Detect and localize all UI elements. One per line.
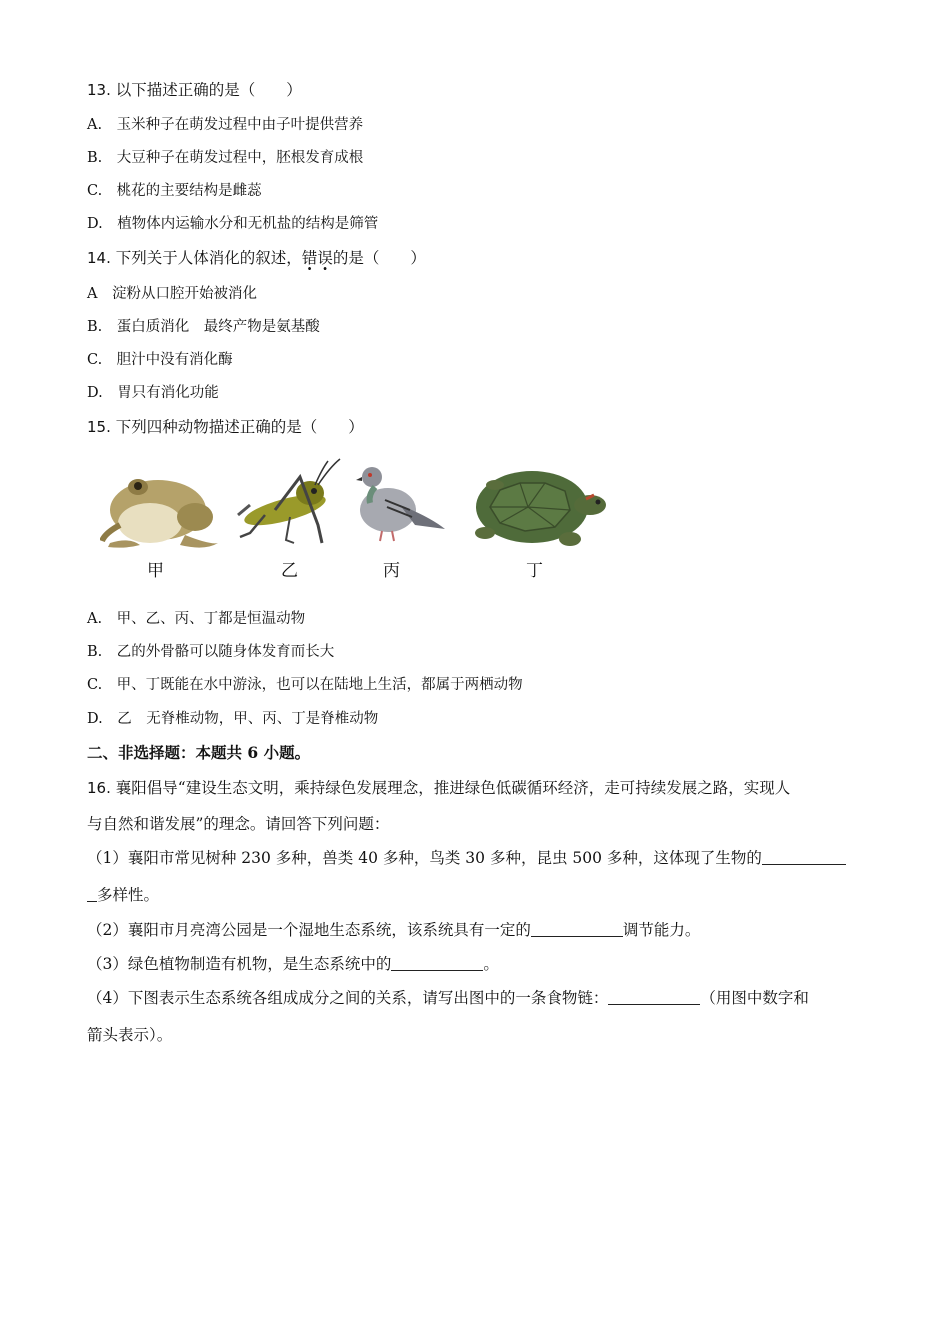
answer-blank-2[interactable] (531, 920, 623, 937)
frog-image (102, 479, 218, 548)
q15-option-b: B. 乙的外骨骼可以随身体发育而长大 (87, 644, 335, 660)
q13-stem (87, 80, 302, 100)
q16-stem-line1 (87, 778, 790, 798)
q14-emphasis-1: 错 (301, 249, 318, 267)
q15-option-d: D. 乙 无脊椎动物，甲、丙、丁是脊椎动物 (87, 711, 379, 727)
pigeon-image (356, 467, 445, 541)
caption-ding: 丁 (526, 561, 543, 581)
q13-option-d: D. 植物体内运输水分和无机盐的结构是筛管 (87, 216, 379, 232)
q16-part2-text: （2）襄阳市月亮湾公园是一个湿地生态系统，该系统具有一定的 (87, 921, 531, 939)
q16-number: 16. (87, 779, 111, 797)
q16-part4-cont: 箭头表示）。 (87, 1026, 173, 1044)
q14-text-before: 下列关于人体消化的叙述， (115, 249, 302, 267)
q16-part3 (87, 954, 499, 974)
q16-part4-end: （用图中数字和 (700, 989, 809, 1007)
q16-part3-text: （3）绿色植物制造有机物，是生态系统中的 (87, 955, 392, 973)
answer-blank-3[interactable] (391, 954, 483, 971)
q16-stem-line2: 与自然和谐发展”的理念。请回答下列问题： (87, 815, 390, 833)
q16-part1-cont (87, 885, 159, 905)
q15-stem (87, 417, 364, 437)
q15-option-a: A. 甲、乙、丙、丁都是恒温动物 (87, 611, 306, 627)
q16-text-1: 襄阳倡导“建设生态文明，乘持绿色发展理念，推进绿色低碳循环经济，走可持续发展之路，实现人 (115, 779, 791, 797)
q14-option-d: D. 胃只有消化功能 (87, 385, 219, 401)
caption-yi: 乙 (281, 561, 298, 581)
q14-option-b: B. 蛋白质消化 最终产物是氨基酸 (87, 319, 320, 335)
answer-blank-4[interactable] (608, 988, 700, 1005)
q14-option-a: A 淀粉从口腔开始被消化 (87, 286, 257, 302)
q15-number: 15. (87, 418, 111, 436)
caption-jia: 甲 (147, 561, 164, 581)
q16-part1-text: （1）襄阳市常见树种 230 多种，兽类 40 多种，鸟类 30 多种，昆虫 500 多种，这体现了生物的 (87, 849, 762, 867)
q14-emphasis-2: 误 (317, 249, 333, 267)
q14-option-c: C. 胆汁中没有消化酶 (87, 352, 233, 368)
turtle-image (475, 471, 606, 546)
q16-part2 (87, 920, 700, 940)
q13-option-c: C. 桃花的主要结构是雌蕊 (87, 183, 262, 199)
q16-part1 (87, 848, 846, 868)
q13-option-a: A. 玉米种子在萌发过程中由子叶提供营养 (87, 117, 364, 133)
answer-blank-1[interactable] (762, 848, 846, 865)
q16-part3-end: 。 (483, 955, 499, 973)
q15-text: 下列四种动物描述正确的是（ ） (115, 418, 364, 436)
q15-option-c: C. 甲、丁既能在水中游泳，也可以在陆地上生活，都属于两栖动物 (87, 677, 523, 693)
q16-part4-text: （4）下图表示生态系统各组成成分之间的关系，请写出图中的一条食物链： (87, 989, 609, 1007)
q16-part1-end: 多样性。 (97, 886, 160, 904)
q13-option-b: B. 大豆种子在萌发过程中，胚根发育成根 (87, 150, 364, 166)
q14-stem (87, 248, 426, 268)
grasshopper-image (238, 459, 340, 543)
q16-part2-end: 调节能力。 (622, 921, 701, 939)
q14-text-after: 的是（ ） (332, 249, 426, 267)
answer-blank-1-cont[interactable] (87, 885, 97, 902)
q13-number: 13. (87, 81, 111, 99)
q16-part4 (87, 988, 809, 1008)
q13-text: 以下描述正确的是（ ） (115, 81, 302, 99)
section-title: 二、非选择题：本题共 6 小题。 (87, 743, 311, 762)
q14-number: 14. (87, 249, 111, 267)
caption-bing: 丙 (383, 561, 400, 581)
